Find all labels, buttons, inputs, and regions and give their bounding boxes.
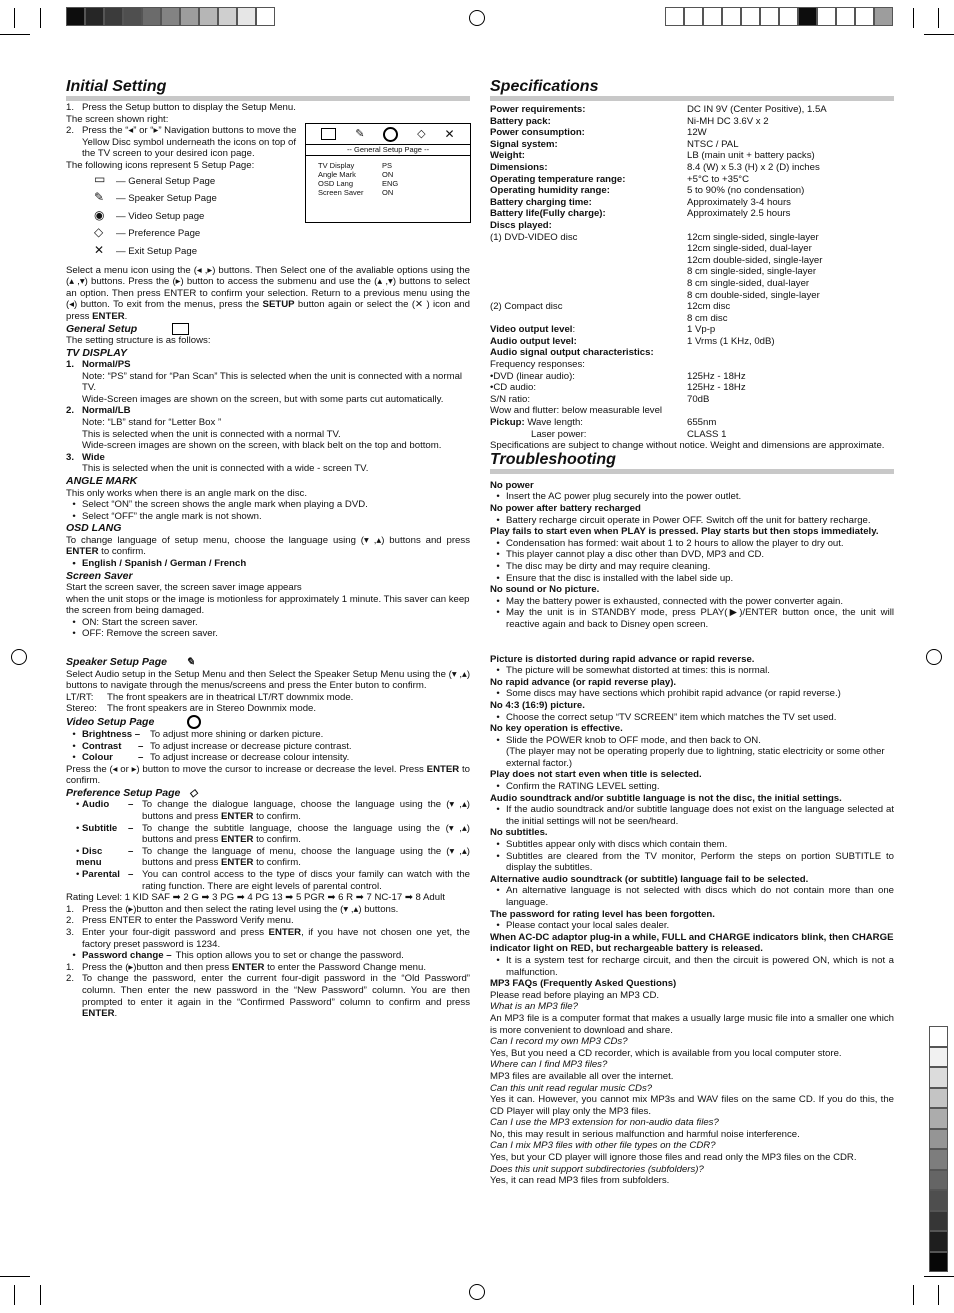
spec-row (490, 104, 894, 116)
frequency-label: Frequency responses: (490, 359, 585, 371)
password-change-text: This option allows you to set or change the password. (175, 950, 404, 962)
spec-label: Battery life(Fully charge): (490, 208, 606, 220)
crop-mark (924, 34, 954, 35)
frequency-row: Wow and flutter: below measurable level (490, 405, 663, 417)
gray-swatch (123, 7, 142, 26)
faq-question: Can I use the MP3 extension for non-audio data files? (490, 1117, 719, 1129)
trouble-item: • Subtitles are cleared from the TV monitor, Perform the steps on portion SUBTITLE to display the subtitles. (496, 850, 894, 874)
frequency-row: •DVD (linear audio): 125Hz - 18Hz (490, 370, 746, 382)
gray-swatch (760, 7, 779, 26)
gray-scale-bar-left (66, 7, 275, 26)
gray-swatch (929, 1211, 948, 1232)
speaker-icon: ✎ (94, 189, 105, 204)
gray-swatch (817, 7, 836, 26)
spec-value: DC IN 9V (Center Positive), 1.5A (687, 104, 827, 115)
faq-answer: An MP3 file is a computer format that makes a usually large music file into a smaller one which is more convenient to download and share. (490, 1012, 894, 1036)
trouble-item: • May the unit is in STANDBY mode, press PLAY(▶)/ENTER button once, the unit will reactive again and back to Disney open screen. (496, 607, 894, 630)
contrast-text: To adjust increase or decrease picture contrast. (150, 740, 352, 752)
tv-item: 2. Normal/LB (66, 405, 131, 417)
crop-mark (40, 8, 41, 28)
icon-legend-item (66, 173, 470, 191)
rating-step: 3. Enter your four-digit password and press ENTER, if you have not chosen one yet, the factory preset password is 1234. (66, 926, 471, 950)
osd-text: To change language of setup menu, choose the language using (▾ ,▴) buttons and press ENTER to confirm. (66, 534, 470, 558)
disc-row: 8 cm double-sided, single-layer (687, 289, 820, 301)
spec-row (490, 174, 894, 186)
faq-question: Can I record my own MP3 CDs? (490, 1036, 628, 1048)
crop-mark (14, 1285, 15, 1305)
crop-mark (0, 34, 30, 35)
video-press-text: Press the (◂ or ▸) button to move the cursor to increase or decrease the level. Press ENTER to confirm. (66, 763, 470, 787)
gray-swatch (199, 7, 218, 26)
trouble-heading: No power after battery recharged (490, 503, 641, 514)
menu-row-label: Angle Mark (318, 170, 356, 179)
disc-row: (1) DVD-VIDEO disc 12cm single-sided, single-layer (490, 231, 819, 243)
lt-rt-text: The front speakers are in theatrical LT/RT downmix mode. (107, 691, 354, 703)
preference-icon: ◇ (189, 786, 198, 799)
gray-swatch (161, 7, 180, 26)
gray-swatch (684, 7, 703, 26)
stereo-label: Stereo: (66, 703, 97, 715)
trouble-item: • Insert the AC power plug securely into the power outlet. (496, 491, 742, 503)
trouble-item: • Condensation has formed: wait about 1 to 2 hours to allow the player to dry out. (496, 537, 844, 549)
trouble-item: • If the audio soundtrack and/or subtitle language does not exist on the language selected at the initial settings will not be seen/heard. (496, 804, 894, 827)
gray-swatch (929, 1088, 948, 1109)
general-setup-icon (172, 323, 189, 335)
registration-mark-bottom (469, 1284, 485, 1300)
frequency-row: •CD audio: 125Hz - 18Hz (490, 382, 746, 394)
spec-row (490, 150, 894, 162)
video-output-value: 1 Vp-p (687, 324, 716, 336)
intro-text: The screen shown right: (66, 113, 169, 125)
structure-text: The setting structure is as follows: (66, 335, 211, 346)
crop-mark (938, 8, 939, 28)
spec-label: Power consumption: (490, 127, 585, 139)
trouble-heading: No 4:3 (16:9) picture. (490, 699, 585, 711)
gray-swatch (741, 7, 760, 26)
speaker-icon: ✎ (355, 127, 365, 140)
faq-answer: Yes, But you need a CD recorder, which is available from you local computer store. (490, 1047, 842, 1059)
menu-row-value: ON (382, 170, 394, 179)
menu-row-label: TV Display (318, 161, 355, 170)
osd-languages: English / Spanish / German / French (82, 558, 247, 569)
password-change-label: Password change – (82, 950, 172, 962)
spec-label: Power requirements: (490, 104, 586, 115)
trouble-item: • Subtitles appear only with discs which contain them. (496, 839, 728, 851)
trouble-heading: No power (490, 479, 534, 491)
spec-value: NTSC / PAL (687, 138, 739, 150)
spec-value: 8.4 (W) x 5.3 (H) x 2 (D) inches (687, 161, 820, 173)
discs-played-label: Discs played: (490, 219, 552, 231)
gray-swatch (929, 1047, 948, 1068)
pickup-label: Pickup: (490, 417, 525, 429)
disc-icon (187, 715, 201, 729)
intro-text: The following icons represent 5 Setup Page: (66, 159, 255, 171)
osd-lang-heading: OSD LANG (66, 522, 122, 535)
spec-row (490, 116, 894, 128)
spec-label: Battery charging time: (490, 196, 592, 208)
step-number: 1. (66, 102, 75, 113)
spec-row (490, 197, 894, 209)
trouble-item: • The picture will be somewhat distorted at times: this is normal. (496, 665, 770, 677)
gray-swatch (929, 1067, 948, 1088)
crop-mark (14, 8, 15, 28)
icon-legend-label: — Video Setup page (116, 210, 205, 222)
registration-mark-right (926, 649, 942, 665)
gray-swatch (929, 1231, 948, 1252)
gray-swatch (256, 7, 275, 26)
gray-swatch (929, 1252, 948, 1273)
gray-swatch (929, 1026, 948, 1047)
faq-answer: Please read before playing an MP3 CD. (490, 989, 660, 1001)
spec-row (490, 127, 894, 139)
tv-display-heading: TV DISPLAY (66, 346, 128, 359)
icon-legend-item (66, 208, 470, 226)
tv-item: This is selected when the unit is connected with a normal TV. (82, 428, 341, 440)
brightness-text: To adjust more shining or darken picture. (150, 728, 324, 740)
stereo-text: The front speakers are in Stereo Downmix mode. (107, 703, 317, 715)
spec-value: LB (main unit + battery packs) (687, 150, 815, 162)
faq-question: Where can I find MP3 files? (490, 1059, 608, 1071)
gray-swatch (929, 1149, 948, 1170)
icon-legend-item (66, 190, 470, 208)
trouble-item: • Confirm the RATING LEVEL setting. (496, 781, 660, 793)
gray-swatch (929, 1129, 948, 1150)
spec-row (490, 208, 894, 220)
faq-answer: MP3 files are available all over the internet. (490, 1070, 674, 1082)
gray-swatch (929, 1108, 948, 1129)
crop-mark (40, 1285, 41, 1305)
rating-step: 2. Press ENTER to enter the Password Verify menu. (66, 915, 294, 927)
spec-row (490, 185, 894, 197)
trouble-item: • Some discs may have sections which prohibit rapid advance (or rapid reverse.) (496, 688, 841, 700)
preference-item: • Audio – To change the dialogue language, choose the language using the (▾ ,▴) buttons and press ENTER to confirm. (76, 799, 470, 822)
step-text: ” Navigation buttons to move the Yellow Disc symbol underneath the icons on top of the TV screen to your desired icon page. (82, 125, 297, 160)
select-paragraph: Select a menu icon using the (◂ ,▸) buttons. Then Select one of the avaliable options using the (▴ ,▾) buttons. Press the (▸) button to access the submenu and use the (▴ ,▾) buttons to select an option. Then press ENTER to confirm your selection. Return to a previous menu using the (◂) button. To exit from the menus, press the SETUP button again or select the (✕ ) icon and press ENTER. (66, 264, 471, 322)
trouble-heading: When AC-DC adaptor plug-in a while, FULL and CHARGE indicators blink, then CHARGE indicator light on RED, but rechargeable battery is released. (490, 931, 894, 955)
speaker-setup-heading: Speaker Setup Page ✎ (66, 656, 195, 669)
trouble-item: • Please contact your local sales dealer. (496, 920, 670, 932)
step-text: Press the Setup button to display the Setup Menu. (82, 102, 296, 113)
trouble-heading: The password for rating level has been forgotten. (490, 908, 715, 920)
tv-item: Wide-Screen images are shown on the screen, but with some parts cut automatically. (82, 393, 444, 405)
menu-row-label: Screen Saver (318, 188, 364, 197)
colour-text: To adjust increase or decrease colour intensity. (150, 752, 350, 764)
spec-note: Specifications are subject to change without notice. Weight and dimensions are approximate. (490, 440, 885, 452)
initial-setting-title: Initial Setting (66, 78, 470, 101)
spec-label: Weight: (490, 150, 525, 162)
right-column: Specifications Power requirements: DC IN 9V (Center Positive), 1.5A Battery pack: Ni-MH DC 3.6V x 2 Power consumption: 12W Signal system: NTSC / PAL Weight: LB (main unit + battery packs) Dimensions: 8.4 (W) x 5.3 (H) x 2 (D) inches Operating temperature range: +5°C to +35°C Operating humidity range: 5 to 90% (no condensation) Battery charging time: Approximately 3-4 hours Battery life(Fully charge): Approximately 2.5 hours Discs played: (1) DVD-VIDEO disc 12cm single-sided, single-layer 12cm single-sided, dual-layer 12cm double-sided, single-layer 8 cm single-sided, single-layer 8 cm single-sided, dual-layer 8 cm double-sided, single-layer (2) Compact disc 12cm disc 8 cm disc Video output level: 1 Vp-p Audio output level: 1 Vrms (1 KHz, 0dB) Audio signal output characteristics: Frequency responses: •DVD (linear audio): 125Hz - 18Hz •CD audio: 125Hz - 18Hz S/N ratio: 70dB Wow and flutter: below measurable level Pickup: Wave length: 655nm Laser power: CLASS 1 Specifications are subject to change without notice. Weight and dimensions are approximate. Troubleshooting No power • Insert the AC power plug securely into the power outlet. No power after battery recharged • Battery recharge circuit operate in Power OFF. Switch off the unit for battery recharge. Play fails to start even when PLAY is pressed. Play starts but then stops immediately. • Condensation has formed: wait about 1 to 2 hours to allow the player to dry out. • This player cannot play a disc other than DVD, MP3 and CD. • The disc may be dirty and may require cleaning. • Ensure that the disc is installed with the label side up. No sound or No picture. • May the battery power is exhausted, connected with the power converter again. • May the unit is in STANDBY mode, press PLAY(▶)/ENTER button once, the unit will reactive again and back to Disney open screen. Picture is distorted during rapid advance or rapid reverse. • The picture will be somewhat distorted at times: this is normal. No rapid advance (or rapid reverse play). • Some discs may have sections which prohibit rapid advance (or rapid reverse.) No 4:3 (16:9) picture. • Choose the correct setup “TV SCREEN” item which matches the TV set used. No key operation is effective. • Slide the POWER knob to OFF mode, and then back to ON. (The player may not be operating properly due to lightning, static electricity or some other external factor.) Play does not start even when title is selected. • Confirm the RATING LEVEL setting. Audio soundtrack and/or subtitle language is not the disc, the initial settings. • If the audio soundtrack and/or subtitle language does not exist on the language selected at the initial settings will not be seen/heard. No subtitles. • Subtitles appear only with discs which contain them. • Subtitles are cleared from the TV monitor, Perform the steps on portion SUBTITLE to display the subtitles. Alternative audio soundtrack (or subtitle) language fail to be selected. • An alternative language is not selected with discs which do not contain more than one language. The password for rating level has been forgotten. • Please contact your local sales dealer. When AC-DC adaptor plug-in a while, FULL and CHARGE indicators blink, then CHARGE indicator light on RED, but rechargeable battery is released. • It is a system test for recharge circuit, and then the circuit is powered ON, which is not a malfunction. MP3 FAQs (Frequently Asked Questions) Please read before playing an MP3 CD. What is an MP3 file? An MP3 file is a computer format that makes a usually large music file into a smaller one which is more convenient to download and share. Can I record my own MP3 CDs? Yes, But you need a CD recorder, which is available from you local computer store. Where can I find MP3 files? MP3 files are available all over the internet. Can this unit read regular music CDs? Yes it can. However, you cannot mix MP3s and WAV files on the same CD. If you do this, the CD Player will play only the MP3 files. Can I use the MP3 extension for non-audio data files? No, this may result in serious malfunction and harmful noise interference. Can I mix MP3 files with other file types on the CDR? Yes, but your CD player will ignore those files and read only the MP3 files on the CDR. Does this unit support subdirectories (subfolders)? Yes, it can read MP3 files from subfolders. (490, 78, 894, 1187)
general-setup-heading: General Setup (66, 323, 470, 336)
step-text: ” or “ (133, 125, 154, 137)
saver-on: ON: Start the screen saver. (82, 616, 198, 628)
saver-text: when the unit stops or the image is motionless for approximately 1 minute. This saver can keep the screen from being damaged. (66, 593, 470, 617)
rating-levels: Rating Level: 1 KID SAF ➡ 2 G ➡ 3 PG ➡ 4 PG 13 ➡ 5 PGR ➡ 6 R ➡ 7 NC-17 ➡ 8 Adult (66, 892, 445, 904)
troubleshooting-title: Troubleshooting (490, 451, 894, 474)
password-step: 1. Press the (▸)button and then press ENTER to enter the Password Change menu. (66, 961, 426, 973)
registration-mark-top (469, 10, 485, 26)
disc-row: 8 cm disc (687, 312, 728, 324)
spec-value: Ni-MH DC 3.6V x 2 (687, 115, 769, 127)
gray-swatch (180, 7, 199, 26)
password-step: 2. To change the password, enter the current four-digit password in the “Old Password” column. Then enter the new password in the “New Password” column. You are then prompted to enter it again in the “Confirmed Password” column to confirm and press ENTER. (66, 973, 470, 1020)
crop-mark (924, 1276, 954, 1277)
gray-swatch (836, 7, 855, 26)
spec-label: Signal system: (490, 138, 558, 150)
menu-row-value: ENG (382, 179, 399, 188)
laser-power-value: CLASS 1 (687, 428, 727, 440)
preference-item: • Subtitle – To change the subtitle language, choose the language using the (▾ ,▴) buttons and press ENTER to confirm. (76, 822, 470, 846)
general-setup-icon: ▭ (94, 172, 106, 187)
wave-length-value: 655nm (687, 417, 717, 429)
registration-mark-left (11, 649, 27, 665)
speaker-text: Select Audio setup in the Setup Menu and then Select the Speaker Setup Menu using the (▾ ,▴) buttons to navigate through the menus/screens and press the Enter buton to confirm. (66, 668, 471, 692)
gray-swatch (703, 7, 722, 26)
audio-output-value: 1 Vrms (1 KHz, 0dB) (687, 335, 775, 347)
preference-item: • Parental – You can control access to the type of discs your family can watch with the rating function. There are eight levels of parental control. (76, 868, 470, 892)
icon-legend-item (66, 243, 470, 261)
trouble-heading: No rapid advance (or rapid reverse play). (490, 676, 677, 688)
gray-swatch (779, 7, 798, 26)
specifications-title: Specifications (490, 78, 894, 101)
tv-item: This is selected when the unit is connected with a wide - screen TV. (82, 463, 369, 475)
menu-title: -- General Setup Page -- (306, 144, 470, 156)
gray-swatch (929, 1190, 948, 1211)
disc-row: 8 cm single-sided, dual-layer (687, 277, 810, 289)
trouble-item: • Choose the correct setup “TV SCREEN” item which matches the TV set used. (496, 711, 837, 723)
angle-text: This only works when there is an angle mark on the disc. (66, 487, 308, 499)
spec-value: 12W (687, 127, 707, 139)
trouble-item: • It is a system test for recharge circuit, and then the circuit is powered ON, which is not a malfunction. (496, 954, 894, 978)
gray-swatch (237, 7, 256, 26)
gray-swatch (665, 7, 684, 26)
exit-icon: ✕ (444, 126, 455, 141)
faq-answer: Yes, it can read MP3 files from subfolders. (490, 1175, 670, 1187)
audio-output-label: Audio output level: (490, 335, 577, 347)
trouble-item: • An alternative language is not selected with discs which do not contain more than one language. (496, 885, 894, 908)
preference-icon: ◇ (94, 225, 104, 240)
laser-power-label: Laser power: (531, 428, 587, 440)
audio-signal-label: Audio signal output characteristics: (490, 347, 654, 359)
screen-saver-heading: Screen Saver (66, 569, 133, 582)
spec-row (490, 162, 894, 174)
speaker-icon: ✎ (185, 656, 195, 669)
gray-swatch (874, 7, 893, 26)
spec-value: 5 to 90% (no condensation) (687, 185, 805, 197)
disc-icon: ◉ (94, 207, 105, 222)
spec-label: Operating temperature range: (490, 173, 626, 185)
faq-answer: Yes it can. However, you cannot mix MP3s and WAV files on the same CD. If you do this, the CD Player will play only the MP3 files. (490, 1094, 894, 1117)
brightness-label: Brightness – (82, 728, 141, 740)
icon-legend-label: — General Setup Page (116, 175, 216, 187)
faq-question: What is an MP3 file? (490, 1001, 578, 1013)
trouble-heading: No sound or No picture. (490, 584, 600, 596)
saver-off: OFF: Remove the screen saver. (82, 628, 218, 640)
gray-swatch (855, 7, 874, 26)
spec-label: Operating humidity range: (490, 185, 610, 197)
colour-label: Colour (82, 752, 113, 764)
trouble-item: • This player cannot play a disc other than DVD, MP3 and CD. (496, 549, 765, 561)
faq-question: Can this unit read regular music CDs? (490, 1082, 653, 1094)
trouble-note: (The player may not be operating properly due to lightning, static electricity or some other external factor.) (506, 746, 885, 769)
crop-mark (913, 8, 914, 28)
disc-row: 12cm double-sided, single-layer (687, 254, 823, 266)
preference-item: • Disc menu – To change the language of menu, choose the language using the (▾ ,▴) buttons and press ENTER to confirm. (76, 845, 470, 869)
icon-legend-item (66, 225, 470, 243)
rating-step: 1. Press the (▸)button and then select the rating level using the (▾ ,▴) buttons. (66, 903, 399, 915)
spec-value: +5°C to +35°C (687, 173, 750, 185)
gray-swatch (104, 7, 123, 26)
crop-mark (0, 1276, 30, 1277)
gray-swatch (929, 1170, 948, 1191)
trouble-heading: No key operation is effective. (490, 723, 623, 735)
angle-on-text: Select “ON” the screen shows the angle mark when playing a DVD. (82, 499, 368, 511)
video-setup-heading: Video Setup Page (66, 715, 470, 729)
preference-icon: ◇ (417, 127, 426, 140)
gray-swatch (722, 7, 741, 26)
gray-swatch (66, 7, 85, 26)
trouble-heading: No subtitles. (490, 827, 548, 839)
left-column: Initial Setting 1. Press the Setup button to display the Setup Menu. The screen shown right: 2. Press the “◂” or “▸” Navigation buttons to move the Yellow Disc symbol underneath the icons on top of the TV screen to your desired icon page. The following icons represent 5 Setup Page: ▭ — General Setup Page ✎ — Speaker Setup Page ◉ — Video Setup page ◇ — Preference Page ✕ — Exit Setup Page Select a menu icon using the (◂ ,▸) buttons. Then Select one of the avaliable options using the (▴ ,▾) buttons. Press the (▸) button to access the submenu and use the (▴ ,▾) buttons to select an option. Then press ENTER to confirm your selection. Return to a previous menu using the (◂) button. To exit from the menus, press the SETUP button again or select the (✕ ) icon and press ENTER. General Setup The setting structure is as follows: TV DISPLAY 1. Normal/PS Note: “PS” stand for “Pan Scan” This is selected when the unit is connected with a normal TV. Wide-Screen images are shown on the screen, but with some parts cut automatically. 2. Normal/LB Note: “LB” stand for “Letter Box ” This is selected when the unit is connected with a normal TV. Wide-screen images are shown on the screen, with black belt on the top and bottom. 3. Wide This is selected when the unit is connected with a wide - screen TV. ANGLE MARK This only works when there is an angle mark on the disc. • Select “ON” the screen shows the angle mark when playing a DVD. • Select “OFF” the angle mark is not shown. OSD LANG To change language of setup menu, choose the language using (▾ ,▴) buttons and press ENTER to confirm. • English / Spanish / German / French Screen Saver Start the screen saver, the screen saver image appears when the unit stops or the image is motionless for approximately 1 minute. This saver can keep the screen from being damaged. • ON: Start the screen saver. • OFF: Remove the screen saver. Speaker Setup Page ✎ Select Audio setup in the Setup Menu and then Select the Speaker Setup Menu using the (▾ ,▴) buttons to navigate through the menus/screens and press the Enter buton to confirm. LT/RT: The front speakers are in theatrical LT/RT downmix mode. Stereo: The front speakers are in Stereo Downmix mode. Video Setup Page • Brightness – To adjust more shining or darken picture. • Contrast – To adjust increase or decrease picture contrast. • Colour – To adjust increase or decrease colour intensity. Press the (◂ or ▸) button to move the cursor to increase or decrease the level. Press ENTER to confirm. Preference Setup Page ◇ • Audio – To change the dialogue language, choose the language using the (▾ ,▴) buttons and press ENTER to confirm. • Subtitle – To change the subtitle language, choose the language using the (▾ ,▴) buttons and press ENTER to confirm. • Disc menu – To change the language of menu, choose the language using the (▾ ,▴) buttons and press ENTER to confirm. • Parental – You can control access to the type of discs your family can watch with the rating function. There are eight levels of parental control. Rating Level: 1 KID SAF ➡ 2 G ➡ 3 PG ➡ 4 PG 13 ➡ 5 PGR ➡ 6 R ➡ 7 NC-17 ➡ 8 Adult 1. Press the (▸)button and then select the rating level using the (▾ ,▴) buttons. 2. Press ENTER to enter the Password Verify menu. 3. Enter your four-digit password and press ENTER, if you have not chosen one yet, the factory preset password is 1234. • Password change – This option allows you to set or change the password. 1. Press the (▸)button and then press ENTER to enter the Password Change menu. 2. To change the password, enter the current four-digit password in the “Old Password” column. Then enter the new password in the “New Password” column. You are then prompted to enter it again in the “Confirmed Password” column to confirm and press ENTER. (66, 78, 471, 1020)
trouble-heading: Audio soundtrack and/or subtitle language is not the disc, the initial settings. (490, 792, 842, 804)
angle-off-text: Select “OFF” the angle mark is not shown. (82, 510, 262, 522)
exit-icon: ✕ (94, 242, 105, 257)
trouble-item: • Battery recharge circuit operate in Power OFF. Switch off the unit for battery recharge. (496, 514, 871, 526)
frequency-row: S/N ratio: 70dB (490, 393, 710, 405)
contrast-label: Contrast (82, 740, 122, 752)
gray-swatch (142, 7, 161, 26)
icon-legend-label: — Preference Page (116, 228, 201, 240)
spec-value: Approximately 3-4 hours (687, 196, 791, 208)
trouble-heading: Alternative audio soundtrack (or subtitle) language fail to be selected. (490, 873, 809, 885)
trouble-heading: MP3 FAQs (Frequently Asked Questions) (490, 978, 677, 990)
gray-swatch (798, 7, 817, 26)
gray-swatch (218, 7, 237, 26)
gray-scale-bar-right (665, 7, 893, 26)
faq-question: Does this unit support subdirectories (subfolders)? (490, 1163, 704, 1175)
gray-scale-bar-side (929, 1026, 948, 1272)
spec-row (490, 139, 894, 151)
trouble-item: • May the battery power is exhausted, connected with the power converter again. (496, 595, 844, 607)
menu-row-value: PS (382, 161, 393, 170)
step-number: 2. (66, 125, 75, 137)
trouble-heading: Picture is distorted during rapid advance or rapid reverse. (490, 653, 755, 665)
saver-text: Start the screen saver, the screen saver image appears (66, 582, 302, 594)
disc-row: 8 cm single-sided, single-layer (687, 266, 817, 278)
video-output-label: Video output level (490, 324, 573, 336)
faq-answer: No, this may result in serious malfunction and harmful noise interference. (490, 1128, 800, 1140)
menu-row-label: OSD Lang (318, 179, 354, 188)
spec-value: Approximately 2.5 hours (687, 208, 791, 220)
tv-item: Note: “PS” stand for “Pan Scan” This is selected when the unit is connected with a normal TV. (82, 370, 463, 394)
trouble-item: • Slide the POWER knob to OFF mode, and then back to ON. (496, 734, 761, 746)
tv-item: Note: “LB” stand for “Letter Box ” (82, 417, 222, 429)
icon-legend-label: — Speaker Setup Page (116, 193, 217, 205)
trouble-item: • Ensure that the disc is installed with the label side up. (496, 572, 734, 584)
spec-label: Dimensions: (490, 161, 548, 173)
trouble-heading: Play does not start even when title is selected. (490, 769, 702, 781)
tv-item: 3. Wide (66, 451, 105, 463)
faq-question: Can I mix MP3 files with other file types on the CDR? (490, 1140, 716, 1152)
preference-setup-heading: Preference Setup Page ◇ (66, 786, 198, 799)
tv-item: Wide-screen images are shown on the screen, with black belt on the top and bottom. (82, 440, 442, 452)
disc-row: 12cm single-sided, dual-layer (687, 243, 812, 255)
lt-rt-label: LT/RT: (66, 691, 94, 703)
menu-row-value: ON (382, 188, 394, 197)
step-text: Press the “ (82, 125, 129, 137)
faq-answer: Yes, but your CD player will ignore those files and read only the MP3 files on the CDR. (490, 1152, 857, 1164)
trouble-heading: Play fails to start even when PLAY is pressed. Play starts but then stops immediately. (490, 526, 879, 538)
crop-mark (913, 1285, 914, 1305)
icon-legend-label: — Exit Setup Page (116, 245, 198, 257)
spec-label: Battery pack: (490, 115, 551, 127)
angle-mark-heading: ANGLE MARK (66, 475, 138, 488)
disc-row: (2) Compact disc 12cm disc (490, 301, 731, 313)
tv-item: 1. Normal/PS (66, 359, 131, 371)
crop-mark (938, 1285, 939, 1305)
trouble-item: • The disc may be dirty and may require cleaning. (496, 560, 711, 572)
gray-swatch (85, 7, 104, 26)
